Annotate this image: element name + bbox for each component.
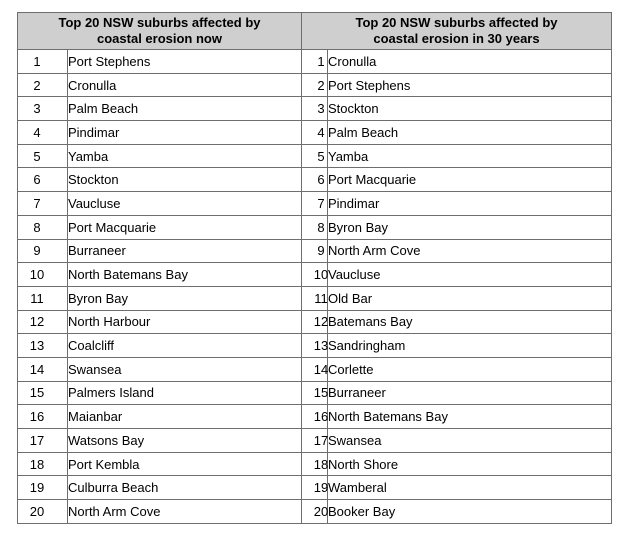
suburb-future-cell bbox=[328, 192, 612, 216]
suburb-future-cell-text: Palm Beach bbox=[328, 124, 399, 140]
rank-cell-text: 11 bbox=[314, 290, 328, 306]
rank-cell-text: 9 bbox=[317, 243, 325, 259]
suburb-future-cell-text: Corlette bbox=[328, 361, 374, 377]
suburb-future-cell-text: Sandringham bbox=[328, 338, 406, 354]
rank-cell bbox=[18, 452, 68, 476]
suburb-now-cell bbox=[68, 73, 302, 97]
rank-cell bbox=[18, 121, 68, 145]
rank-cell bbox=[302, 334, 328, 358]
suburb-future-cell-text: Vaucluse bbox=[328, 267, 381, 283]
rank-cell bbox=[18, 215, 68, 239]
rank-cell-text: 6 bbox=[33, 172, 41, 188]
suburb-now-cell-text: North Batemans Bay bbox=[68, 267, 188, 283]
rank-cell bbox=[302, 429, 328, 453]
rank-cell bbox=[302, 357, 328, 381]
rank-cell-text: 19 bbox=[313, 480, 329, 496]
table-row bbox=[18, 452, 612, 476]
header-future-text: Top 20 NSW suburbs affected by coastal erosion in 30 years bbox=[355, 15, 558, 46]
rank-cell-text: 2 bbox=[33, 77, 41, 93]
suburb-now-cell-text: Port Stephens bbox=[68, 53, 151, 69]
suburb-future-cell bbox=[328, 50, 612, 74]
rank-cell bbox=[18, 357, 68, 381]
header-now bbox=[18, 13, 302, 50]
rank-cell-text: 4 bbox=[33, 124, 41, 140]
rank-cell bbox=[18, 310, 68, 334]
suburb-now-cell-text: Port Kembla bbox=[68, 456, 140, 472]
table-row bbox=[18, 310, 612, 334]
rank-cell-text: 14 bbox=[29, 361, 45, 377]
suburb-future-cell bbox=[328, 334, 612, 358]
suburb-now-cell-text: Maianbar bbox=[68, 409, 123, 425]
rank-cell-text: 13 bbox=[313, 338, 329, 354]
suburb-now-cell bbox=[68, 452, 302, 476]
suburb-future-cell bbox=[328, 357, 612, 381]
rank-cell bbox=[302, 192, 328, 216]
rank-cell bbox=[302, 50, 328, 74]
rank-cell bbox=[302, 97, 328, 121]
suburb-now-cell-text: Yamba bbox=[68, 148, 109, 164]
table-row bbox=[18, 429, 612, 453]
suburb-now-cell-text: North Harbour bbox=[68, 314, 151, 330]
rank-cell bbox=[18, 239, 68, 263]
suburb-future-cell-text: Wamberal bbox=[328, 480, 387, 496]
table-row bbox=[18, 263, 612, 287]
suburb-now-cell-text: Burraneer bbox=[68, 243, 126, 259]
rank-cell-text: 1 bbox=[33, 53, 41, 69]
suburb-future-cell bbox=[328, 429, 612, 453]
rank-cell-text: 17 bbox=[29, 432, 45, 448]
suburb-future-cell bbox=[328, 286, 612, 310]
rank-cell-text: 15 bbox=[29, 385, 45, 401]
suburb-future-cell-text: Booker Bay bbox=[328, 503, 396, 519]
rank-cell bbox=[18, 286, 68, 310]
suburb-now-cell bbox=[68, 310, 302, 334]
rank-cell-text: 4 bbox=[317, 124, 325, 140]
suburb-future-cell-text: Swansea bbox=[328, 432, 382, 448]
rank-cell-text: 2 bbox=[317, 77, 325, 93]
rank-cell-text: 10 bbox=[313, 267, 329, 283]
suburb-now-cell-text: Stockton bbox=[68, 172, 119, 188]
rank-cell-text: 3 bbox=[33, 101, 41, 117]
suburb-now-cell bbox=[68, 168, 302, 192]
rank-cell bbox=[302, 476, 328, 500]
rank-cell-text: 16 bbox=[313, 409, 329, 425]
suburb-future-cell bbox=[328, 168, 612, 192]
header-now-text: Top 20 NSW suburbs affected by coastal erosion now bbox=[58, 15, 261, 46]
suburb-future-cell-text: North Arm Cove bbox=[328, 243, 421, 259]
table-row bbox=[18, 286, 612, 310]
rank-cell-text: 13 bbox=[29, 338, 45, 354]
rank-cell bbox=[302, 263, 328, 287]
rank-cell-text: 8 bbox=[33, 219, 41, 235]
suburb-now-cell bbox=[68, 121, 302, 145]
table-row bbox=[18, 73, 612, 97]
rank-cell bbox=[18, 168, 68, 192]
table-row bbox=[18, 215, 612, 239]
suburb-future-cell bbox=[328, 239, 612, 263]
suburb-future-cell bbox=[328, 215, 612, 239]
suburb-now-cell-text: Vaucluse bbox=[68, 195, 121, 211]
table-row bbox=[18, 357, 612, 381]
rank-cell bbox=[302, 121, 328, 145]
suburb-now-cell bbox=[68, 286, 302, 310]
suburb-now-cell bbox=[68, 429, 302, 453]
suburb-now-cell bbox=[68, 97, 302, 121]
rank-cell bbox=[302, 286, 328, 310]
suburb-now-cell bbox=[68, 357, 302, 381]
table-row bbox=[18, 239, 612, 263]
suburb-now-cell bbox=[68, 144, 302, 168]
rank-cell-text: 11 bbox=[30, 290, 44, 306]
rank-cell-text: 17 bbox=[313, 432, 329, 448]
rank-cell bbox=[302, 310, 328, 334]
table-container bbox=[17, 12, 611, 524]
suburb-now-cell bbox=[68, 192, 302, 216]
suburb-future-cell-text: Yamba bbox=[328, 148, 369, 164]
suburb-future-cell-text: Pindimar bbox=[328, 195, 380, 211]
rank-cell bbox=[302, 405, 328, 429]
rank-cell-text: 12 bbox=[313, 314, 329, 330]
suburb-future-cell bbox=[328, 121, 612, 145]
rank-cell-text: 7 bbox=[317, 195, 325, 211]
suburb-future-cell bbox=[328, 263, 612, 287]
rank-cell bbox=[18, 405, 68, 429]
suburb-now-cell-text: Pindimar bbox=[68, 124, 120, 140]
table-row bbox=[18, 144, 612, 168]
rank-cell-text: 10 bbox=[29, 267, 45, 283]
rank-cell-text: 5 bbox=[33, 148, 41, 164]
table-row bbox=[18, 97, 612, 121]
suburb-future-cell-text: Stockton bbox=[328, 101, 379, 117]
suburb-future-cell bbox=[328, 405, 612, 429]
rank-cell bbox=[302, 500, 328, 524]
header-future bbox=[302, 13, 612, 50]
rank-cell-text: 16 bbox=[29, 409, 45, 425]
rank-cell bbox=[18, 144, 68, 168]
suburb-future-cell-text: Old Bar bbox=[328, 290, 373, 306]
suburb-future-cell bbox=[328, 381, 612, 405]
rank-cell bbox=[18, 50, 68, 74]
suburb-now-cell-text: Palm Beach bbox=[68, 101, 139, 117]
suburb-now-cell-text: North Arm Cove bbox=[68, 503, 161, 519]
rank-cell-text: 3 bbox=[317, 101, 325, 117]
suburb-now-cell-text: Watsons Bay bbox=[68, 432, 145, 448]
suburb-future-cell-text: North Shore bbox=[328, 456, 399, 472]
rank-cell bbox=[18, 500, 68, 524]
suburb-now-cell bbox=[68, 263, 302, 287]
table-row bbox=[18, 192, 612, 216]
suburb-future-cell bbox=[328, 452, 612, 476]
suburb-future-cell-text: Batemans Bay bbox=[328, 314, 413, 330]
rank-cell bbox=[18, 429, 68, 453]
suburb-now-cell bbox=[68, 476, 302, 500]
suburb-future-cell-text: Port Stephens bbox=[328, 77, 411, 93]
suburb-future-cell bbox=[328, 73, 612, 97]
rank-cell-text: 18 bbox=[29, 456, 45, 472]
suburb-now-cell bbox=[68, 405, 302, 429]
rank-cell-text: 19 bbox=[29, 480, 45, 496]
suburb-future-cell-text: North Batemans Bay bbox=[328, 409, 448, 425]
table-row bbox=[18, 381, 612, 405]
rank-cell bbox=[302, 144, 328, 168]
rank-cell-text: 1 bbox=[317, 53, 325, 69]
suburb-future-cell bbox=[328, 144, 612, 168]
rank-cell bbox=[18, 192, 68, 216]
rank-cell-text: 7 bbox=[33, 195, 41, 211]
suburb-now-cell-text: Coalcliff bbox=[68, 338, 115, 354]
table-row bbox=[18, 121, 612, 145]
table-row bbox=[18, 168, 612, 192]
erosion-table bbox=[17, 12, 612, 524]
table-row bbox=[18, 50, 612, 74]
rank-cell bbox=[18, 263, 68, 287]
suburb-now-cell-text: Byron Bay bbox=[68, 290, 128, 306]
suburb-now-cell bbox=[68, 334, 302, 358]
rank-cell bbox=[302, 168, 328, 192]
suburb-now-cell-text: Swansea bbox=[68, 361, 122, 377]
suburb-now-cell-text: Culburra Beach bbox=[68, 480, 159, 496]
rank-cell bbox=[18, 97, 68, 121]
suburb-future-cell-text: Cronulla bbox=[328, 53, 377, 69]
suburb-now-cell bbox=[68, 50, 302, 74]
suburb-future-cell bbox=[328, 97, 612, 121]
rank-cell bbox=[302, 215, 328, 239]
rank-cell-text: 8 bbox=[317, 219, 325, 235]
rank-cell bbox=[302, 239, 328, 263]
rank-cell-text: 6 bbox=[317, 172, 325, 188]
suburb-future-cell bbox=[328, 310, 612, 334]
table-row bbox=[18, 476, 612, 500]
rank-cell bbox=[302, 73, 328, 97]
rank-cell-text: 5 bbox=[317, 148, 325, 164]
rank-cell bbox=[302, 381, 328, 405]
suburb-future-cell bbox=[328, 500, 612, 524]
rank-cell-text: 18 bbox=[313, 456, 329, 472]
suburb-now-cell bbox=[68, 239, 302, 263]
rank-cell-text: 20 bbox=[29, 503, 45, 519]
suburb-now-cell-text: Port Macquarie bbox=[68, 219, 157, 235]
rank-cell bbox=[18, 381, 68, 405]
rank-cell bbox=[302, 452, 328, 476]
suburb-now-cell bbox=[68, 500, 302, 524]
suburb-future-cell bbox=[328, 476, 612, 500]
rank-cell bbox=[18, 334, 68, 358]
suburb-now-cell-text: Cronulla bbox=[68, 77, 117, 93]
table-row bbox=[18, 334, 612, 358]
rank-cell-text: 20 bbox=[313, 503, 329, 519]
rank-cell-text: 15 bbox=[313, 385, 329, 401]
suburb-future-cell-text: Byron Bay bbox=[328, 219, 388, 235]
rank-cell bbox=[18, 476, 68, 500]
rank-cell-text: 12 bbox=[29, 314, 45, 330]
table-row bbox=[18, 405, 612, 429]
rank-cell-text: 9 bbox=[33, 243, 41, 259]
rank-cell-text: 14 bbox=[313, 361, 329, 377]
suburb-now-cell bbox=[68, 215, 302, 239]
suburb-future-cell-text: Port Macquarie bbox=[328, 172, 417, 188]
rank-cell bbox=[18, 73, 68, 97]
suburb-now-cell bbox=[68, 381, 302, 405]
table-body bbox=[18, 50, 612, 524]
suburb-now-cell-text: Palmers Island bbox=[68, 385, 154, 401]
table-row bbox=[18, 500, 612, 524]
suburb-future-cell-text: Burraneer bbox=[328, 385, 386, 401]
